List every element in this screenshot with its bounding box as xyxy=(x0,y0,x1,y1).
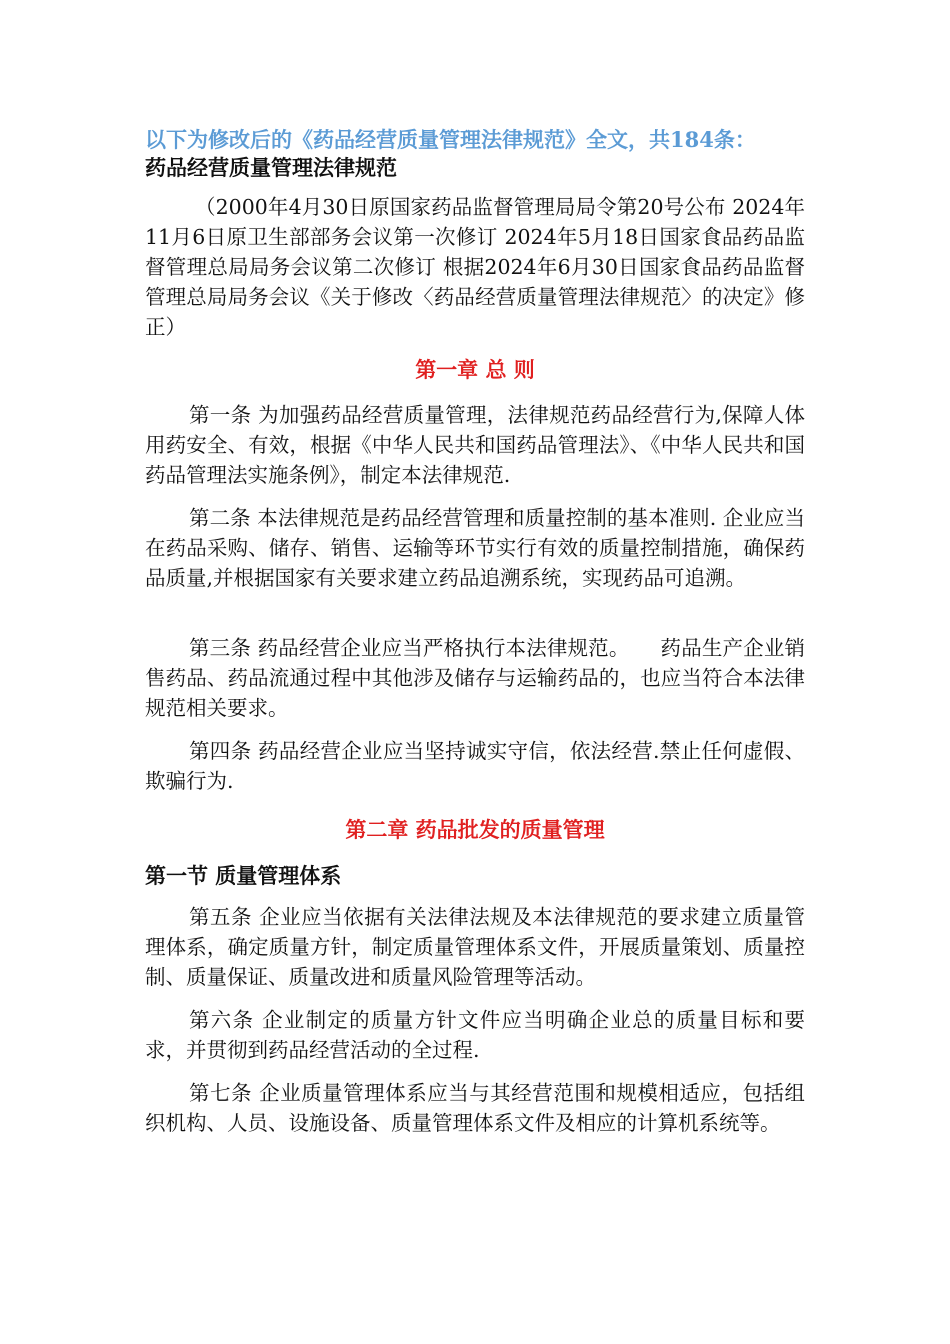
article-2: 第二条 本法律规范是药品经营管理和质量控制的基本准则. 企业应当在药品采购、储存、销售、运输等环节实行有效的质量控制措施，确保药品质量,并根据国家有关要求建立药品追溯系统，实现药品可追溯。 xyxy=(145,506,805,590)
article-3: 第三条 药品经营企业应当严格执行本法律规范。 药品生产企业销售药品、药品流通过程中其他涉及储存与运输药品的，也应当符合本法律规范相关要求。 xyxy=(145,636,805,720)
article-6: 第六条 企业制定的质量方针文件应当明确企业总的质量目标和要求，并贯彻到药品经营活动的全过程. xyxy=(145,1008,805,1062)
article-5: 第五条 企业应当依据有关法律法规及本法律规范的要求建立质量管理体系，确定质量方针，制定质量管理体系文件，开展质量策划、质量控制、质量保证、质量改进和质量风险管理等活动。 xyxy=(145,905,805,989)
section-1-heading: 第一节 质量管理体系 xyxy=(145,863,342,888)
article-7: 第七条 企业质量管理体系应当与其经营范围和规模相适应，包括组织机构、人员、设施设备、质量管理体系文件及相应的计算机系统等。 xyxy=(145,1081,805,1135)
article-4: 第四条 药品经营企业应当坚持诚实守信，依法经营.禁止任何虚假、欺骗行为. xyxy=(145,739,805,793)
article-1: 第一条 为加强药品经营质量管理，法律规范药品经营行为,保障人体用药安全、有效，根据《中华人民共和国药品管理法》、《中华人民共和国药品管理法实施条例》，制定本法律规范. xyxy=(145,403,805,487)
history-note: （2000年4月30日原国家药品监督管理局局令第20号公布 2024年11月6日原卫生部部务会议第一次修订 2024年5月18日国家食品药品监督管理总局局务会议第二次修订 根据2024年6月30日国家食品药品监督管理总局局务会议《关于修改〈药品经营质量管理法律规范〉的决定》修正） xyxy=(145,195,805,339)
chapter-1-heading: 第一章 总 则 xyxy=(415,357,535,382)
document-title: 药品经营质量管理法律规范 xyxy=(145,155,397,180)
chapter-2-heading: 第二章 药品批发的质量管理 xyxy=(345,817,605,842)
intro-line: 以下为修改后的《药品经营质量管理法律规范》全文，共184条： xyxy=(145,127,756,152)
